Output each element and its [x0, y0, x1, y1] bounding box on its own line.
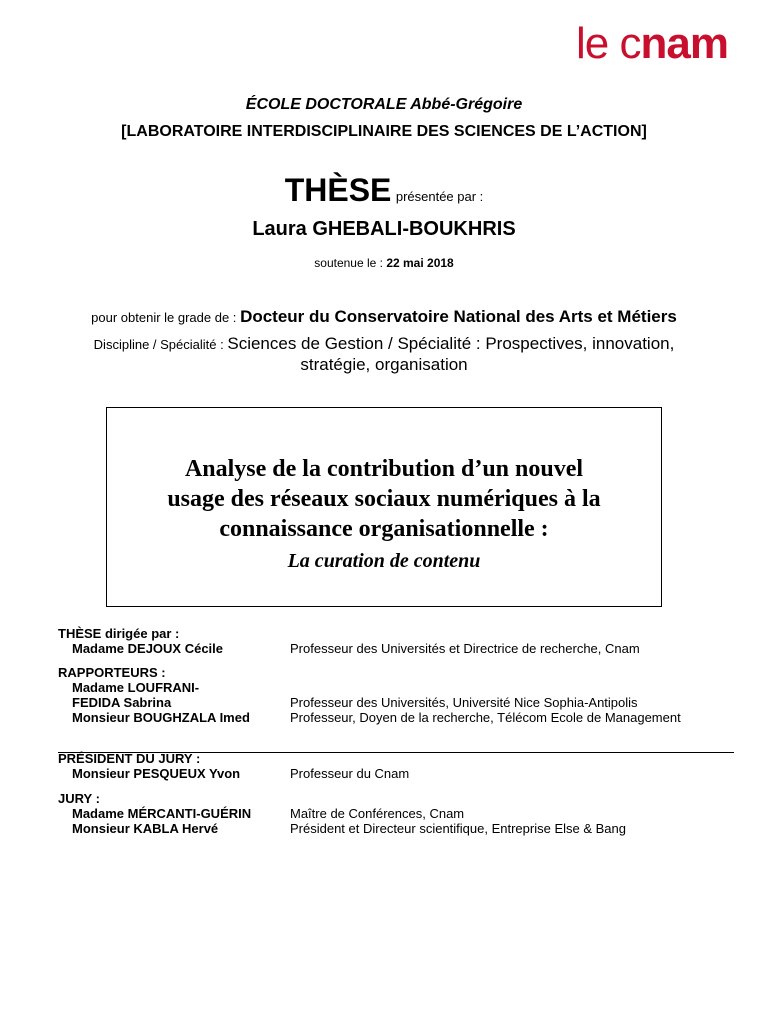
- jury-heading: JURY :: [58, 791, 100, 806]
- jury-member-name: Monsieur KABLA Hervé: [72, 821, 219, 836]
- logo-le: le: [576, 19, 609, 68]
- thesis-title: [107, 454, 661, 544]
- cnam-logo: [576, 19, 728, 68]
- logo-c: c: [619, 19, 641, 68]
- degree: [0, 307, 768, 327]
- thesis-title-box: [106, 407, 662, 607]
- rapporteur-name-line2: FEDIDA Sabrina: [72, 695, 172, 710]
- these-word: THÈSE: [284, 172, 392, 208]
- logo-nam: nam: [640, 19, 728, 68]
- director-row: [58, 641, 738, 656]
- degree-value: Docteur du Conservatoire National des Arts et Métiers: [240, 307, 677, 326]
- president-row: [58, 766, 738, 781]
- president-role: Professeur du Cnam: [290, 766, 410, 781]
- rapporteur-name: [58, 680, 290, 710]
- degree-label: pour obtenir le grade de :: [91, 310, 237, 325]
- jury-member-row: [58, 806, 738, 821]
- title-line1: Analyse de la contribution d’un nouvel: [184, 456, 584, 482]
- presented-by: présentée par :: [395, 189, 484, 204]
- rapporteur-row: [58, 680, 738, 710]
- jury-section: [58, 626, 738, 836]
- jury-member-name: Madame MÉRCANTI-GUÉRIN: [72, 806, 252, 821]
- discipline: [0, 334, 768, 375]
- jury-member-role: Président et Directeur scientifique, Entreprise Else & Bang: [290, 821, 627, 836]
- defense-date: [0, 256, 768, 270]
- title-line3: connaissance organisationnelle :: [219, 516, 549, 542]
- author-name: Laura GHEBALI-BOUKHRIS: [252, 218, 516, 240]
- rapporteur-role: Professeur, Doyen de la recherche, Télécom Ecole de Management: [290, 710, 681, 725]
- director-role: Professeur des Universités et Directrice de recherche, Cnam: [290, 641, 640, 656]
- discipline-line1: Sciences de Gestion / Spécialité : Prospectives, innovation,: [227, 334, 675, 353]
- discipline-line2: stratégie, organisation: [300, 355, 468, 374]
- laboratory: [LABORATOIRE INTERDISCIPLINAIRE DES SCIENCES DE L’ACTION]: [121, 123, 647, 140]
- jury-member-row: [58, 821, 738, 836]
- director-name: Madame DEJOUX Cécile: [72, 641, 224, 656]
- defense-date-value: 22 mai 2018: [386, 256, 454, 270]
- rapporteur-name: Monsieur BOUGHZALA Imed: [72, 710, 250, 725]
- rapporteurs-heading: RAPPORTEURS :: [58, 665, 166, 680]
- rapporteur-role-wrap: [290, 680, 738, 710]
- rapporteur-role: Professeur des Universités, Université Nice Sophia-Antipolis: [290, 695, 638, 710]
- divider: [58, 752, 734, 753]
- president-heading: PRÉSIDENT DU JURY :: [58, 751, 201, 766]
- discipline-label: Discipline / Spécialité :: [93, 337, 224, 352]
- thesis-subtitle: La curation de contenu: [287, 550, 481, 572]
- defense-label: soutenue le :: [314, 256, 383, 270]
- title-line2: usage des réseaux sociaux numériques à la: [167, 486, 601, 512]
- doctoral-school: ÉCOLE DOCTORALE Abbé-Grégoire: [245, 96, 523, 113]
- jury-member-role: Maître de Conférences, Cnam: [290, 806, 465, 821]
- rapporteur-name-line1: Madame LOUFRANI-: [72, 680, 200, 695]
- rapporteur-row: [58, 710, 738, 725]
- president-name: Monsieur PESQUEUX Yvon: [72, 766, 241, 781]
- director-heading: THÈSE dirigée par :: [58, 626, 180, 641]
- these-heading: [0, 172, 768, 209]
